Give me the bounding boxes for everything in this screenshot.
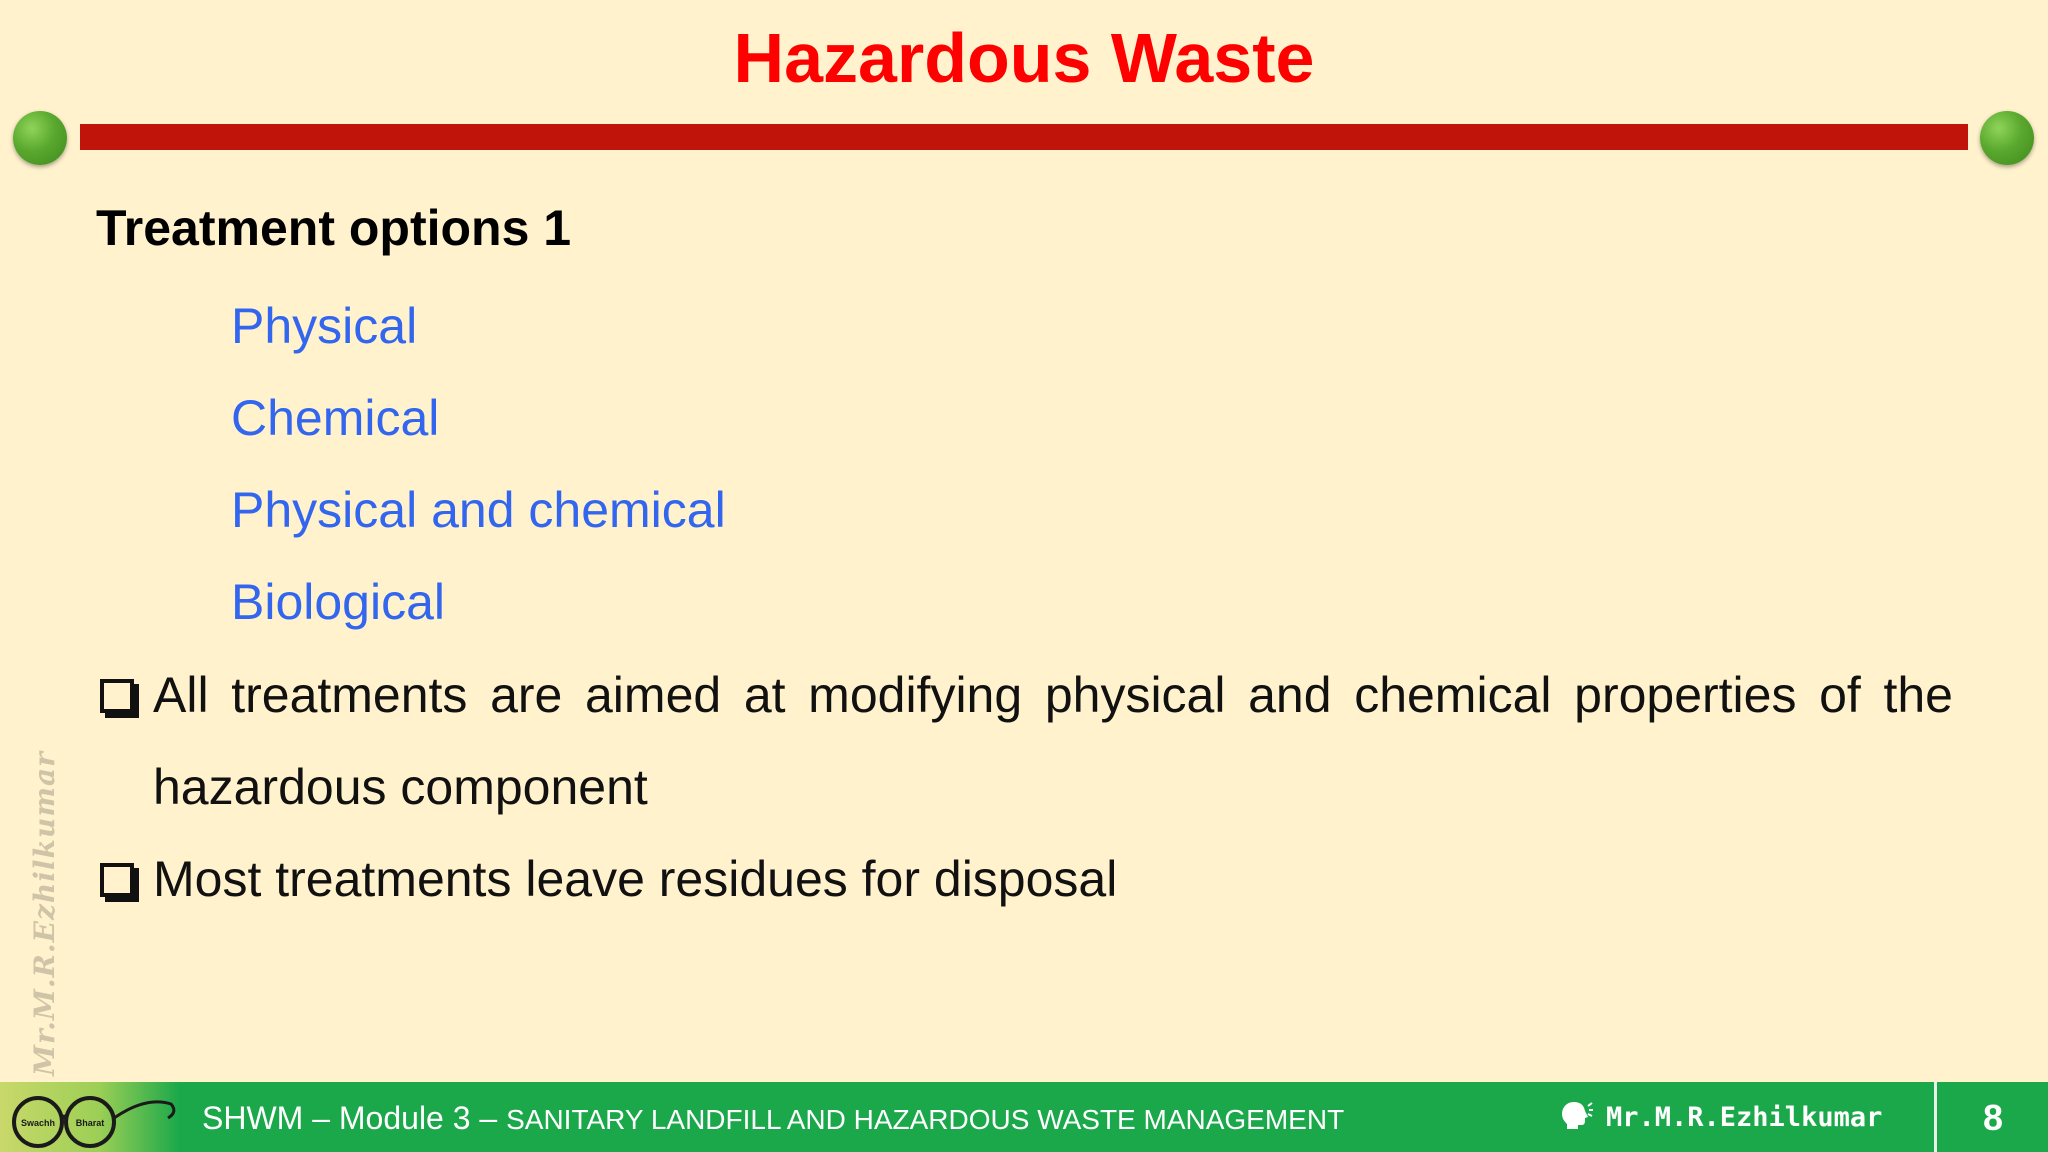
spectacles-logo-icon — [6, 1090, 176, 1150]
green-dot-left — [13, 111, 67, 165]
author-watermark: Mr.M.R.Ezhilkumar — [28, 751, 61, 1076]
footer-course-title — [202, 1098, 1344, 1140]
page-number: 8 — [1982, 1097, 2004, 1138]
footer-divider — [1934, 1082, 1937, 1152]
checkbox-bullet-icon — [100, 863, 134, 897]
slide-title: Hazardous Waste — [733, 19, 1315, 97]
logo-word-swachh: Swachh — [20, 1118, 56, 1128]
footer-course: SHWM – Module 3 – — [202, 1100, 507, 1136]
title-underline-bar — [80, 124, 1968, 150]
option-physical: Physical — [231, 298, 418, 354]
swachh-bharat-logo — [0, 1082, 180, 1152]
logo-word-bharat: Bharat — [75, 1118, 105, 1128]
option-physical-and-chemical: Physical and chemical — [231, 482, 726, 538]
footer-bar — [0, 1082, 2048, 1152]
footer-author: Mr.M.R.Ezhilkumar — [1606, 1102, 1883, 1133]
footer-module-title: SANITARY LANDFILL AND HAZARDOUS WASTE MANAGEMENT — [506, 1104, 1345, 1135]
section-heading: Treatment options 1 — [96, 200, 572, 256]
option-chemical: Chemical — [231, 390, 440, 446]
checkbox-bullet-icon — [100, 679, 134, 713]
bullet-1-continuation — [153, 757, 648, 817]
head-profile-icon — [1560, 1100, 1594, 1130]
bullet-1-line-1: All treatments are aimed at modifying physical and chemical properties of the — [153, 667, 1953, 723]
option-biological: Biological — [231, 574, 446, 630]
green-dot-right — [1980, 111, 2034, 165]
bullet-1 — [153, 665, 1953, 725]
bullet-1-line-2: hazardous component — [153, 759, 648, 815]
bullet-2 — [153, 849, 1117, 909]
bullet-2-line-1: Most treatments leave residues for disposal — [153, 851, 1118, 907]
